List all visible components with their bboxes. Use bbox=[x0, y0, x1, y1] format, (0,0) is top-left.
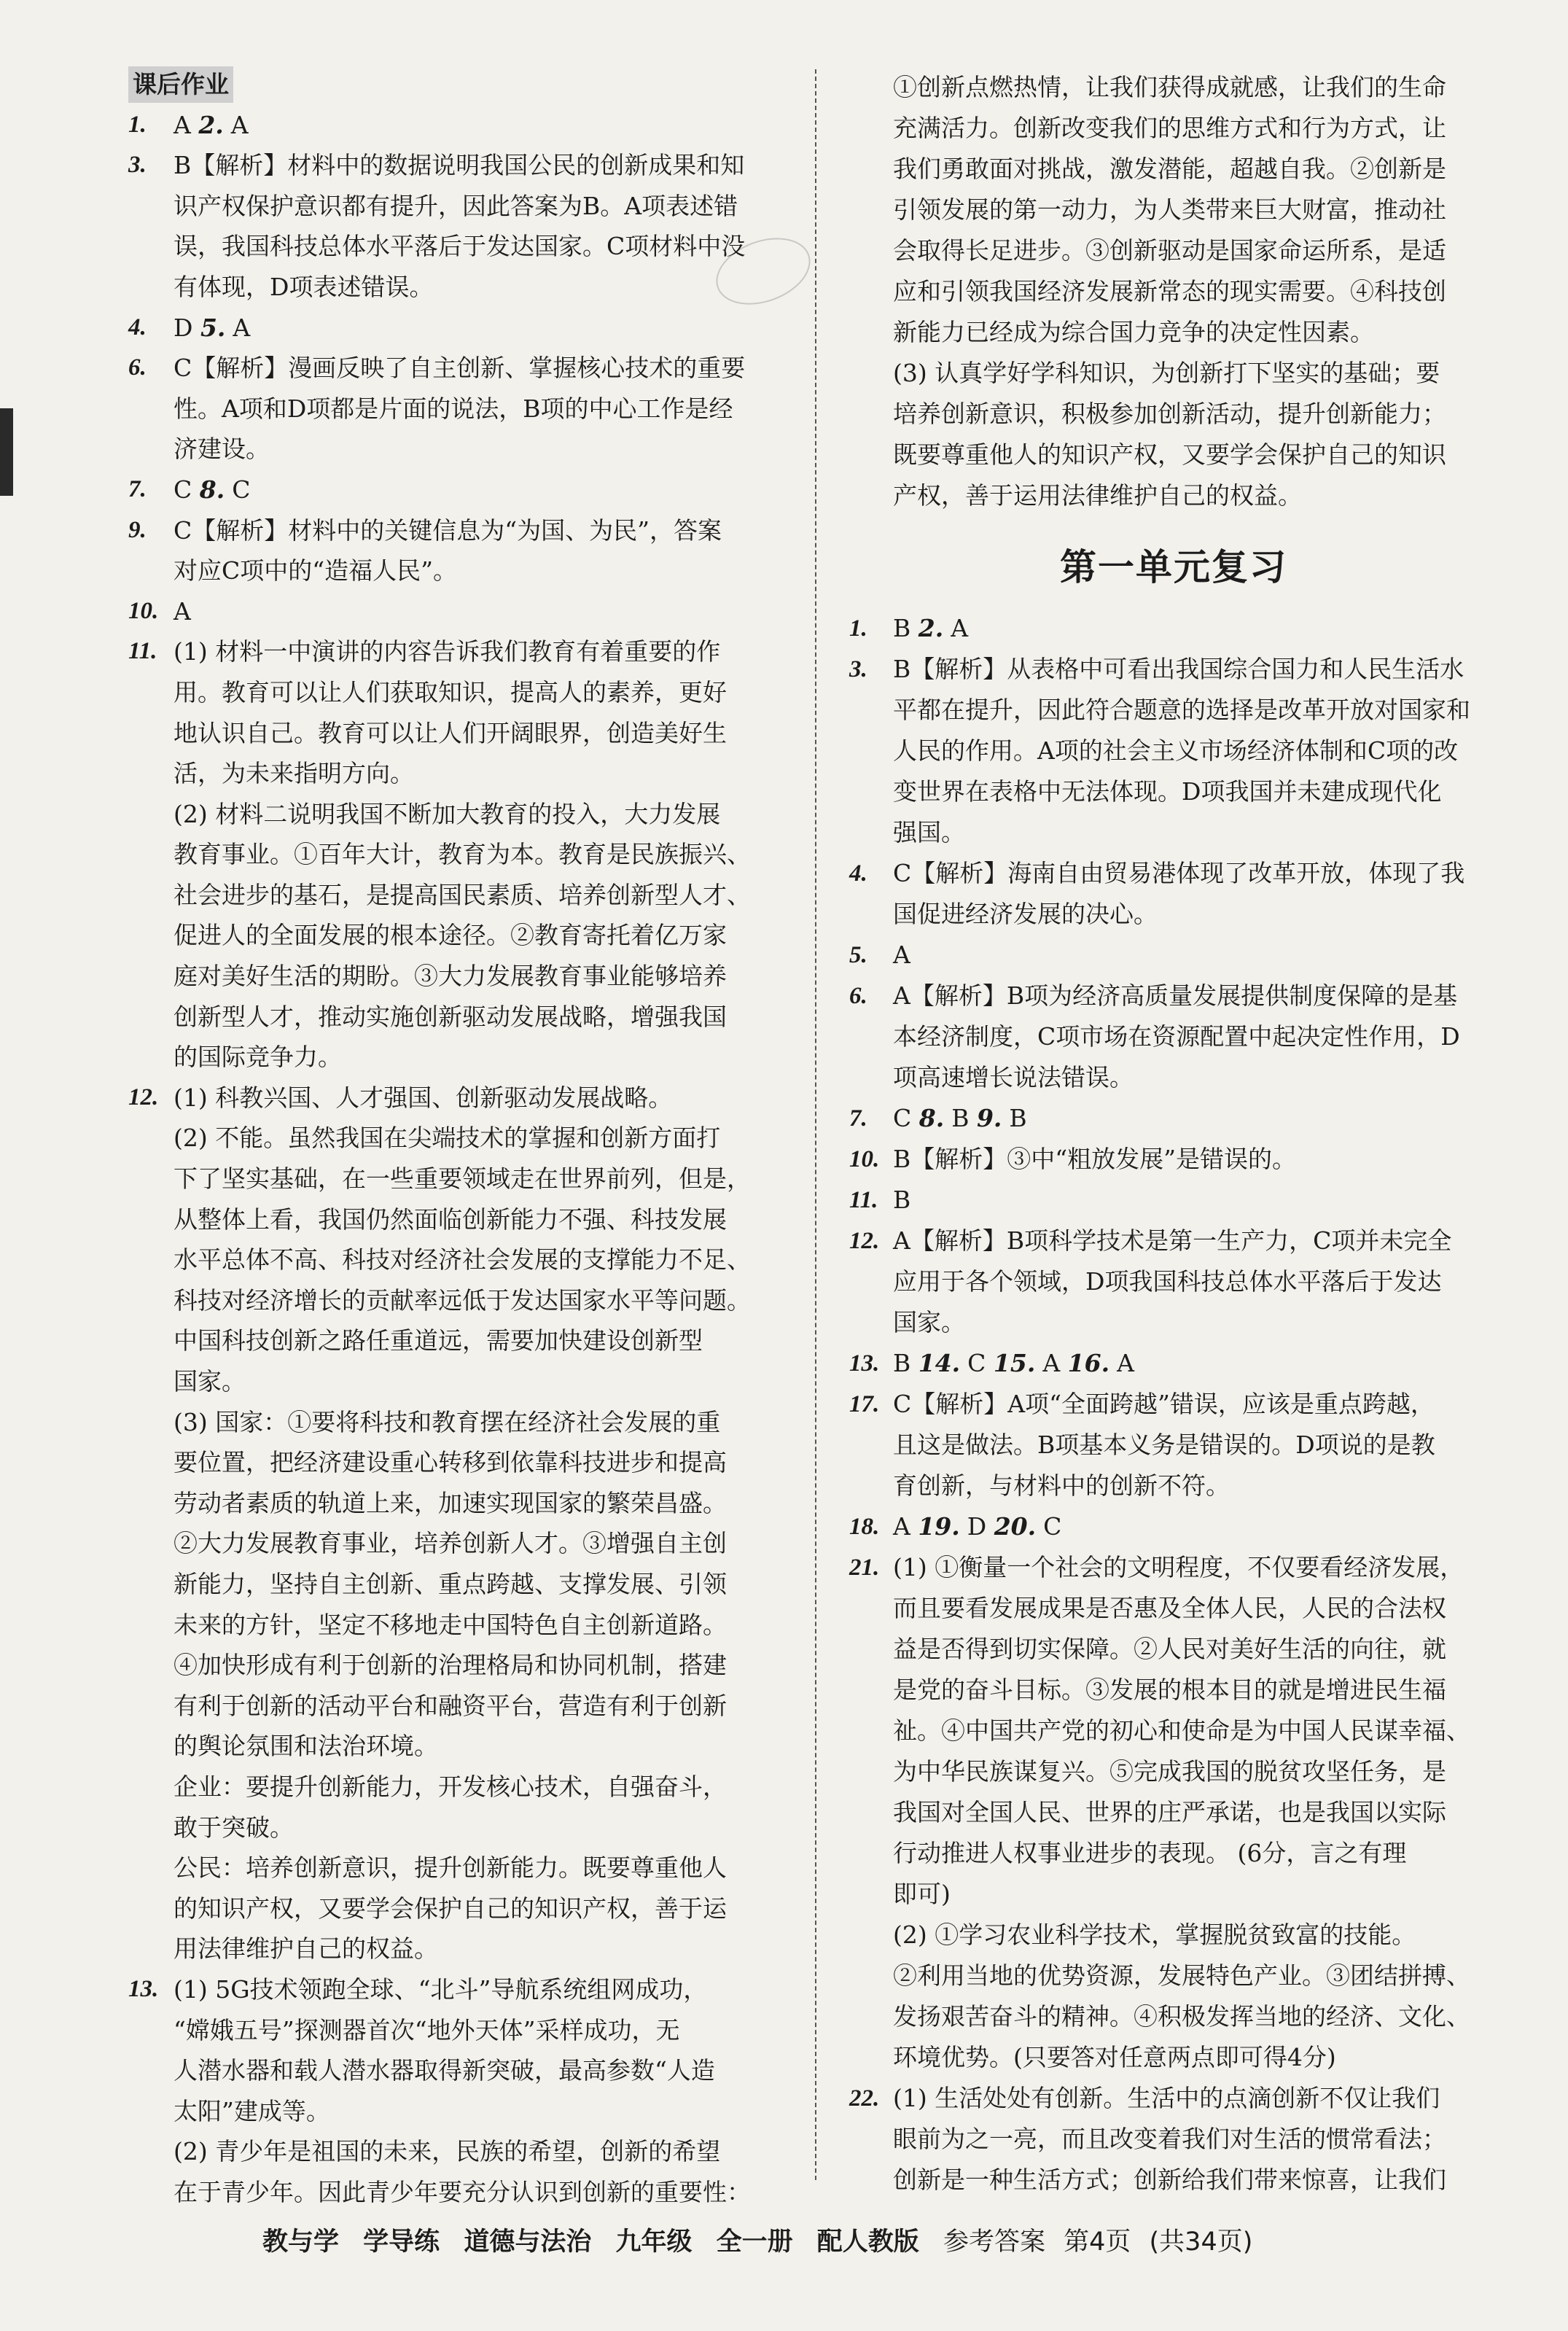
answer-line: (3) 认真学好学科知识，为创新打下坚实的基础；要 bbox=[893, 359, 1440, 387]
question-number: 6. bbox=[128, 354, 147, 381]
answer-line bbox=[173, 105, 790, 146]
answer-line: 平都在提升，因此符合题意的选择是改革开放对国家和 bbox=[893, 696, 1470, 724]
question-number: 18. bbox=[849, 1514, 880, 1540]
answer-line: 而且要看发展成果是否惠及全体人民，人民的合法权 bbox=[893, 1594, 1446, 1622]
question-number: 14. bbox=[918, 1349, 961, 1377]
answer-line: 产权，善于运用法律维护自己的权益。 bbox=[893, 481, 1302, 510]
answer-line: 既要尊重他人的知识产权，又要学会保护自己的知识 bbox=[893, 440, 1446, 469]
answer-line: A【解析】B项为经济高质量发展提供制度保障的是基 bbox=[893, 981, 1458, 1010]
answer-item bbox=[849, 1180, 1498, 1221]
answer-line bbox=[893, 935, 1498, 976]
answer-line: C【解析】材料中的关键信息为“为国、为民”，答案 bbox=[173, 515, 722, 545]
answer-line bbox=[893, 1506, 1498, 1547]
answer-line: 用法律维护自己的权益。 bbox=[173, 1934, 438, 1964]
answer-line: 变世界在表格中无法体现。D项我国并未建成现代化 bbox=[893, 777, 1442, 806]
answer-item bbox=[849, 608, 1498, 649]
answer-line: ②大力发展教育事业，培养创新人才。③增强自主创 bbox=[173, 1529, 727, 1558]
page-footer bbox=[262, 2224, 1502, 2260]
answer-line: 应用于各个领域，D项我国科技总体水平落后于发达 bbox=[893, 1267, 1442, 1296]
question-number: 2. bbox=[198, 110, 224, 139]
question-number: 9. bbox=[128, 516, 147, 543]
question-number: 15. bbox=[993, 1349, 1036, 1377]
question-number: 22. bbox=[849, 2085, 880, 2112]
answer-line: 是党的奋斗目标。③发展的根本目的就是增进民生福 bbox=[893, 1676, 1446, 1704]
answer-line bbox=[173, 470, 790, 510]
answer-item bbox=[849, 1384, 1498, 1506]
answer-line: 敢于突破。 bbox=[173, 1813, 294, 1842]
question-number: 17. bbox=[849, 1391, 880, 1417]
footer-total: (共34页) bbox=[1149, 2227, 1253, 2257]
answer-item bbox=[849, 1506, 1498, 1547]
answer-line: 社会进步的基石，是提高国民素质、培养创新型人才、 bbox=[173, 880, 751, 909]
answer-line: 新能力已经成为综合国力竞争的决定性因素。 bbox=[893, 318, 1374, 346]
answer-line: A【解析】B项科学技术是第一生产力，C项并未完全 bbox=[893, 1226, 1452, 1255]
answer-line: 育创新，与材料中的创新不符。 bbox=[893, 1471, 1230, 1500]
answer-line: 应和引领我国经济发展新常态的现实需要。④科技创 bbox=[893, 277, 1446, 306]
answer-item bbox=[128, 308, 790, 349]
answer-line: 培养创新意识，积极参加创新活动，提升创新能力； bbox=[893, 400, 1446, 428]
question-number: 12. bbox=[849, 1228, 880, 1254]
answer-item bbox=[849, 935, 1498, 976]
section-title-row bbox=[128, 64, 790, 105]
answer-line: 且这是做法。B项基本义务是错误的。D项说的是教 bbox=[893, 1431, 1435, 1459]
answer-line: 教育事业。①百年大计，教育为本。教育是民族振兴、 bbox=[173, 840, 751, 869]
question-number: 12. bbox=[128, 1083, 159, 1110]
answer-line: C【解析】海南自由贸易港体现了改革开放，体现了我 bbox=[893, 859, 1465, 887]
answer-choice: A bbox=[893, 1512, 918, 1541]
answer-item bbox=[849, 2078, 1498, 2200]
question-number: 11. bbox=[128, 638, 157, 665]
question-number: 1. bbox=[128, 111, 147, 138]
answer-item bbox=[849, 1139, 1498, 1180]
answer-item bbox=[128, 631, 790, 1078]
answer-line: 即可) bbox=[893, 1880, 951, 1908]
answer-line: 误，我国科技总体水平落后于发达国家。C项材料中没 bbox=[173, 232, 746, 261]
answer-line bbox=[893, 1343, 1498, 1384]
right-column bbox=[849, 67, 1498, 2200]
answer-line: 劳动者素质的轨道上来，加速实现国家的繁荣昌盛。 bbox=[173, 1488, 727, 1517]
question-number: 19. bbox=[918, 1512, 960, 1541]
answer-choice: A bbox=[230, 110, 249, 139]
answer-choice: C bbox=[1043, 1512, 1062, 1541]
answer-line bbox=[893, 608, 1498, 649]
question-number: 5. bbox=[200, 313, 226, 342]
question-number: 2. bbox=[918, 614, 944, 642]
question-number: 6. bbox=[849, 983, 867, 1009]
answer-line: (1) ①衡量一个社会的文明程度，不仅要看经济发展， bbox=[893, 1553, 1464, 1581]
answer-choice: D bbox=[173, 313, 200, 342]
answer-line: 益是否得到切实保障。②人民对美好生活的向往，就 bbox=[893, 1635, 1446, 1663]
question-number: 10. bbox=[849, 1146, 880, 1172]
footer-grade: 九年级 bbox=[615, 2227, 693, 2257]
answer-item bbox=[128, 145, 790, 307]
answer-item bbox=[849, 1343, 1498, 1384]
answer-item bbox=[849, 1098, 1498, 1139]
left-column bbox=[128, 64, 790, 2212]
answer-line: 下了坚实基础，在一些重要领域走在世界前列，但是， bbox=[173, 1164, 751, 1194]
answer-line: (1) 5G技术领跑全球、“北斗”导航系统组网成功， bbox=[173, 1974, 708, 2004]
answer-line: 人潜水器和载人潜水器取得新突破，最高参数“人造 bbox=[173, 2056, 715, 2085]
answer-choice: B bbox=[893, 1186, 911, 1214]
answer-line: 人民的作用。A项的社会主义市场经济体制和C项的改 bbox=[893, 736, 1459, 765]
answer-line: 中国科技创新之路任重道远，需要加快建设创新型 bbox=[173, 1326, 703, 1355]
answer-choice: C bbox=[893, 1104, 919, 1132]
answer-line: 发扬艰苦奋斗的精神。④积极发挥当地的经济、文化、 bbox=[893, 2002, 1470, 2031]
answer-line bbox=[893, 1098, 1498, 1139]
answer-item bbox=[128, 348, 790, 470]
question-number: 11. bbox=[849, 1187, 878, 1213]
answer-line: ④加快形成有利于创新的治理格局和协同机制，搭建 bbox=[173, 1651, 727, 1680]
question-number: 3. bbox=[849, 656, 867, 682]
question-number: 5. bbox=[849, 942, 867, 968]
answer-line: (1) 科教兴国、人才强国、创新驱动发展战略。 bbox=[173, 1083, 673, 1112]
question-number: 4. bbox=[128, 314, 147, 340]
question-number: 16. bbox=[1067, 1349, 1110, 1377]
answer-line: 性。A项和D项都是片面的说法，B项的中心工作是经 bbox=[173, 394, 733, 423]
answer-item bbox=[128, 1078, 790, 1969]
question-number: 1. bbox=[849, 615, 867, 642]
answer-line: 新能力，坚持自主创新、重点跨越、支撑发展、引领 bbox=[173, 1569, 727, 1598]
footer-brand: 教与学 bbox=[262, 2227, 340, 2257]
answer-line: 企业：要提升创新能力，开发核心技术，自强奋斗， bbox=[173, 1772, 727, 1801]
answer-line: 识产权保护意识都有提升，因此答案为B。A项表述错 bbox=[173, 191, 738, 220]
answer-line: 地认识自己。教育可以让人们开阔眼界，创造美好生 bbox=[173, 718, 727, 747]
answer-line: C【解析】A项“全面跨越”错误，应该是重点跨越， bbox=[893, 1390, 1435, 1418]
answer-line bbox=[893, 1180, 1498, 1221]
answer-line: 我们勇敢面对挑战，激发潜能，超越自我。②创新是 bbox=[893, 155, 1446, 183]
question-number: 10. bbox=[128, 597, 159, 624]
answer-line: 国家。 bbox=[893, 1308, 965, 1336]
answer-line: 有利于创新的活动平台和融资平台，营造有利于创新 bbox=[173, 1691, 727, 1720]
answer-line: C【解析】漫画反映了自主创新、掌握核心技术的重要 bbox=[173, 354, 746, 383]
answer-choice: A bbox=[951, 614, 969, 642]
answer-item bbox=[849, 649, 1498, 853]
page-edge-mark bbox=[0, 408, 13, 496]
answer-item bbox=[849, 853, 1498, 935]
answer-line: 强国。 bbox=[893, 818, 965, 847]
answer-line: 活，为未来指明方向。 bbox=[173, 759, 414, 788]
question-number: 8. bbox=[199, 475, 225, 504]
footer-edition: 配人教版 bbox=[816, 2227, 919, 2257]
answer-choice: A bbox=[1042, 1349, 1068, 1377]
answer-line: (2) 材料二说明我国不断加大教育的投入，大力发展 bbox=[173, 799, 721, 828]
footer-page: 第4页 bbox=[1064, 2227, 1131, 2257]
answer-line: ②利用当地的优势资源，发展特色产业。③团结拼搏、 bbox=[893, 1961, 1470, 1990]
answer-item bbox=[128, 510, 790, 591]
question-number: 7. bbox=[849, 1105, 867, 1132]
answer-line: 的舆论氛围和法治环境。 bbox=[173, 1732, 438, 1761]
answer-line bbox=[173, 591, 790, 632]
answer-item bbox=[128, 470, 790, 510]
answer-choice: A bbox=[1117, 1349, 1134, 1377]
answer-line: B【解析】材料中的数据说明我国公民的创新成果和知 bbox=[173, 151, 745, 180]
answer-line: 会取得长足进步。③创新驱动是国家命运所系，是适 bbox=[893, 236, 1446, 265]
unit-title: 第一单元复习 bbox=[1060, 546, 1287, 588]
answer-choice: C bbox=[967, 1349, 994, 1377]
answer-line: 环境优势。(只要答对任意两点即可得4分) bbox=[893, 2043, 1336, 2071]
answer-choice: A bbox=[233, 313, 251, 342]
answer-line: B【解析】从表格中可看出我国综合国力和人民生活水 bbox=[893, 655, 1464, 683]
answer-line: “嫦娥五号”探测器首次“地外天体”采样成功，无 bbox=[173, 2015, 680, 2044]
question-number: 20. bbox=[994, 1512, 1037, 1541]
answer-line: (2) ①学习农业科学技术，掌握脱贫致富的技能。 bbox=[893, 1921, 1416, 1949]
answer-line: (2) 青少年是祖国的未来，民族的希望，创新的希望 bbox=[173, 2137, 721, 2166]
answer-line: 用。教育可以让人们获取知识，提高人的素养，更好 bbox=[173, 677, 727, 707]
answer-line: 本经济制度，C项市场在资源配置中起决定性作用，D bbox=[893, 1022, 1460, 1051]
answer-item bbox=[128, 1969, 790, 2213]
answer-item bbox=[128, 105, 790, 146]
answer-line: 祉。④中国共产党的初心和使命是为中国人民谋幸福、 bbox=[893, 1716, 1470, 1745]
answer-line: 促进人的全面发展的根本途径。②教育寄托着亿万家 bbox=[173, 921, 727, 950]
answer-choice: C bbox=[232, 475, 251, 504]
question-number: 21. bbox=[849, 1554, 880, 1581]
answer-line bbox=[173, 308, 790, 349]
answer-line: 公民：培养创新意识，提升创新能力。既要尊重他人 bbox=[173, 1853, 727, 1883]
footer-series: 学导练 bbox=[363, 2227, 440, 2257]
answer-line: 国家。 bbox=[173, 1367, 246, 1396]
answer-line: 水平总体不高、科技对经济社会发展的支撑能力不足、 bbox=[173, 1245, 751, 1275]
column-divider bbox=[815, 69, 816, 2180]
question-number: 8. bbox=[918, 1104, 945, 1132]
answer-line: 我国对全国人民、世界的庄严承诺，也是我国以实际 bbox=[893, 1798, 1446, 1826]
answer-line: 太阳”建成等。 bbox=[173, 2096, 330, 2125]
answer-line: (2) 不能。虽然我国在尖端技术的掌握和创新方面打 bbox=[173, 1124, 721, 1153]
answer-line: (1) 材料一中演讲的内容告诉我们教育有着重要的作 bbox=[173, 637, 721, 666]
answer-line: 为中华民族谋复兴。⑤完成我国的脱贫攻坚任务，是 bbox=[893, 1757, 1446, 1786]
answer-line: 眼前为之一亮，而且改变着我们对生活的惯常看法； bbox=[893, 2125, 1446, 2153]
continued-answer bbox=[849, 67, 1498, 516]
answer-choice: B bbox=[951, 1104, 977, 1132]
answer-choice: C bbox=[173, 475, 200, 504]
answer-line: 未来的方针，坚定不移地走中国特色自主创新道路。 bbox=[173, 1610, 727, 1639]
answer-line: 在于青少年。因此青少年要充分认识到创新的重要性： bbox=[173, 2177, 751, 2206]
answer-line: 创新是一种生活方式；创新给我们带来惊喜，让我们 bbox=[893, 2165, 1446, 2194]
question-number: 13. bbox=[849, 1350, 880, 1377]
answer-line: 要位置，把经济建设重心转移到依靠科技进步和提高 bbox=[173, 1448, 727, 1477]
answer-line: 从整体上看，我国仍然面临创新能力不强、科技发展 bbox=[173, 1205, 727, 1234]
answer-line: 济建设。 bbox=[173, 435, 270, 464]
section-title: 课后作业 bbox=[128, 66, 233, 103]
answer-choice: B bbox=[1009, 1104, 1027, 1132]
answer-line: 创新型人才，推动实施创新驱动发展战略，增强我国 bbox=[173, 1002, 727, 1031]
question-number: 3. bbox=[128, 152, 147, 179]
answer-line: 的知识产权，又要学会保护自己的知识产权，善于运 bbox=[173, 1894, 727, 1923]
answer-choice: A bbox=[893, 941, 910, 969]
answer-choice: B bbox=[893, 614, 918, 642]
footer-label: 参考答案 bbox=[943, 2227, 1045, 2257]
answer-choice: A bbox=[173, 596, 191, 626]
answer-line: 引领发展的第一动力，为人类带来巨大财富，推动社 bbox=[893, 195, 1446, 224]
answer-choice: B bbox=[893, 1349, 918, 1377]
answer-item bbox=[849, 1221, 1498, 1343]
question-number: 7. bbox=[128, 475, 147, 502]
answer-line: 充满活力。创新改变我们的思维方式和行为方式，让 bbox=[893, 114, 1446, 142]
answer-choice: D bbox=[967, 1512, 994, 1541]
footer-subject: 道德与法治 bbox=[464, 2227, 592, 2257]
answer-line: 国促进经济发展的决心。 bbox=[893, 900, 1158, 928]
answer-line: 有体现，D项表述错误。 bbox=[173, 272, 434, 301]
answer-choice: A bbox=[173, 110, 199, 139]
answer-line: (3) 国家：①要将科技和教育摆在经济社会发展的重 bbox=[173, 1407, 721, 1436]
footer-volume: 全一册 bbox=[716, 2227, 793, 2257]
question-number: 4. bbox=[849, 860, 867, 887]
question-number: 13. bbox=[128, 1975, 159, 2002]
answer-item bbox=[128, 591, 790, 632]
answer-item bbox=[849, 976, 1498, 1098]
answer-line: (1) 生活处处有创新。生活中的点滴创新不仅让我们 bbox=[893, 2084, 1440, 2112]
answer-line: B【解析】③中“粗放发展”是错误的。 bbox=[893, 1145, 1296, 1173]
answer-item bbox=[849, 1547, 1498, 2078]
answer-line: 科技对经济增长的贡献率远低于发达国家水平等问题。 bbox=[173, 1285, 751, 1315]
answer-line: 项高速增长说法错误。 bbox=[893, 1063, 1134, 1091]
answer-line: 的国际竞争力。 bbox=[173, 1043, 342, 1072]
answer-line: ①创新点燃热情，让我们获得成就感，让我们的生命 bbox=[893, 73, 1446, 101]
question-number: 9. bbox=[976, 1104, 1002, 1132]
answer-line: 对应C项中的“造福人民”。 bbox=[173, 556, 457, 585]
answer-line: 庭对美好生活的期盼。③大力发展教育事业能够培养 bbox=[173, 962, 727, 991]
answer-line: 行动推进人权事业进步的表现。 (6分，言之有理 bbox=[893, 1839, 1407, 1867]
